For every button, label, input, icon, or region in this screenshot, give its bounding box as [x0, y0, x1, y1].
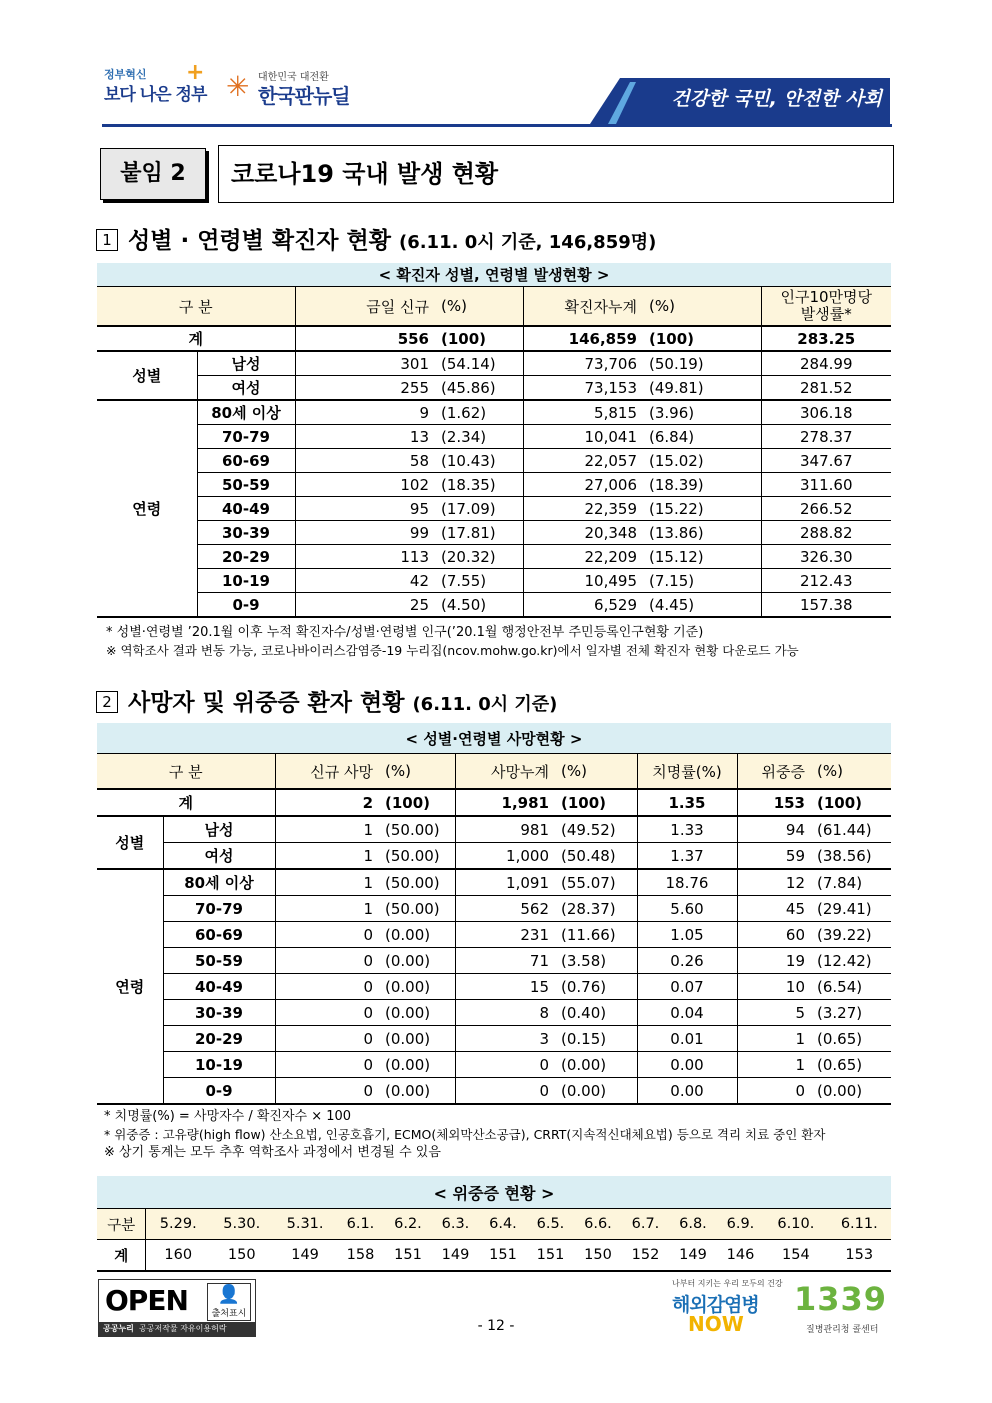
col-cum-pct: (%) — [643, 287, 761, 327]
table-row: 성별 남성 1 (50.00) 981 (49.52) 1.33 94 (61.44) — [97, 816, 891, 843]
table1-caption: < 확진자 성별, 연령별 발생현황 > — [97, 263, 891, 287]
table-row: 10-19 42 (7.55) 10,495 (7.15) 212.43 — [97, 569, 891, 593]
col-category: 구 분 — [97, 754, 275, 790]
section1-subtitle: (6.11. 0시 기준, 146,859명) — [398, 232, 657, 253]
table-row: 70-79 1 (50.00) 562 (28.37) 5.60 45 (29.41) — [97, 896, 891, 922]
page-number: - 12 - — [477, 1318, 515, 1334]
table-row: 성별 남성 301 (54.14) 73,706 (50.19) 284.99 — [97, 351, 891, 376]
section2-number: 2 — [96, 691, 118, 713]
table-row: 70-79 13 (2.34) 10,041 (6.84) 278.37 — [97, 425, 891, 449]
table-row: 0-9 25 (4.50) 6,529 (4.45) 157.38 — [97, 593, 891, 618]
table-row: 연령 80세 이상 9 (1.62) 5,815 (3.96) 306.18 — [97, 400, 891, 425]
table-row: 여성 1 (50.00) 1,000 (50.48) 1.37 59 (38.56) — [97, 843, 891, 870]
table-row: 60-69 58 (10.43) 22,057 (15.02) 347.67 — [97, 449, 891, 473]
header-rule — [102, 124, 892, 127]
overseas-logo-now: NOW — [688, 1312, 744, 1336]
table-row: 40-49 0 (0.00) 15 (0.76) 0.07 10 (6.54) — [97, 974, 891, 1000]
col-cum-deaths: 사망누계 — [455, 754, 555, 790]
col-new-deaths-pct: (%) — [379, 754, 455, 790]
table-row: 20-29 113 (20.32) 22,209 (15.12) 326.30 — [97, 545, 891, 569]
table2-caption: < 성별·연령별 사망현황 > — [97, 723, 891, 754]
deaths-table — [97, 723, 891, 1105]
age-label: 연령 — [97, 869, 163, 1104]
col-fatality: 치명률(%) — [637, 754, 737, 790]
col-category: 구 분 — [97, 287, 295, 327]
col-severe-pct: (%) — [811, 754, 891, 790]
values-row: 계 160 150 149 158 151 149 151 151 150 152 149 146 154 153 — [97, 1240, 891, 1272]
table-row: 60-69 0 (0.00) 231 (11.66) 1.05 60 (39.22) — [97, 922, 891, 948]
col-severe: 위중증 — [737, 754, 811, 790]
severe-trend-table — [97, 1176, 891, 1272]
table-row: 40-49 95 (17.09) 22,359 (15.22) 266.52 — [97, 497, 891, 521]
section2-notes: * 치명률(%) = 사망자수 / 확진자수 × 100 * 위중증 : 고유량(high flow) 산소요법, 인공호흡기, ECMO(체외막산소공급), CRRT(지속적신대체요법) 등으로 격리 치료 중인 환자 ※ 상기 통계는 모두 추후 역학조사 과정에서 변경될 수 있음 — [104, 1109, 826, 1160]
col-new-deaths: 신규 사망 — [275, 754, 379, 790]
table-row-total: 계 556 (100) 146,859 (100) 283.25 — [97, 326, 891, 351]
gender-label: 성별 — [97, 351, 197, 400]
newdeal-small: 대한민국 대전환 — [258, 72, 329, 83]
slogan-text: 건강한 국민, 안전한 사회 — [671, 88, 882, 110]
col-cum: 확진자누계 — [523, 287, 643, 327]
table-row: 연령 80세 이상 1 (50.00) 1,091 (55.07) 18.76 12 (7.84) — [97, 869, 891, 896]
table-row: 10-19 0 (0.00) 0 (0.00) 0.00 1 (0.65) — [97, 1052, 891, 1078]
overseas-logo-main: 해외감염병 — [672, 1294, 759, 1316]
section1-notes: * 성별·연령별 ’20.1월 이후 누적 확진자수/성별·연령별 인구(’20.1월 행정안전부 주민등록인구현황 기준) ※ 역학조사 결과 변동 가능, 코로나바이러스감염증-19 누리집(ncov.mohw.go.kr)에서 일자별 전체 확진자 현황 다운로드 가능 — [106, 625, 799, 658]
table-row-total: 계 2 (100) 1,981 (100) 1.35 153 (100) — [97, 789, 891, 816]
table-row: 0-9 0 (0.00) 0 (0.00) 0.00 0 (0.00) — [97, 1078, 891, 1105]
section1-heading — [96, 222, 656, 255]
attribution-icon: 👤 출처표시 — [207, 1283, 251, 1321]
page-title: 코로나19 국내 발생 현황 — [218, 145, 894, 203]
open-license-caption: 공공누리 공공저작물 자유이용허락 — [99, 1322, 255, 1336]
newdeal-star-icon: ✳ — [226, 70, 250, 103]
newdeal-logo: 한국판뉴딜 — [258, 84, 350, 108]
table3-caption: < 위중증 현황 > — [97, 1176, 891, 1209]
overseas-logo-small: 나부터 지키는 우리 모두의 건강 — [672, 1279, 783, 1288]
callcenter-logo-sub: 질병관리청 콜센터 — [806, 1325, 879, 1335]
col-rate: 인구10만명당 발생률* — [761, 287, 891, 327]
plus-icon: + — [186, 60, 205, 85]
section2-subtitle: (6.11. 0시 기준) — [412, 694, 558, 715]
gender-label: 성별 — [97, 816, 163, 869]
age-label: 연령 — [97, 400, 197, 617]
dates-row: 구분 5.29. 5.30. 5.31. 6.1. 6.2. 6.3. 6.4. 6.5. 6.6. 6.7. 6.8. 6.9. 6.10. 6.11. — [97, 1209, 891, 1240]
table-row: 30-39 99 (17.81) 20,348 (13.86) 288.82 — [97, 521, 891, 545]
table-row: 50-59 102 (18.35) 27,006 (18.39) 311.60 — [97, 473, 891, 497]
col-new: 금일 신규 — [295, 287, 435, 327]
col-cum-deaths-pct: (%) — [555, 754, 637, 790]
section1-title: 성별 · 연령별 확진자 현황 — [128, 228, 391, 254]
col-new-pct: (%) — [435, 287, 523, 327]
table-row: 여성 255 (45.86) 73,153 (49.81) 281.52 — [97, 376, 891, 401]
open-license-logo — [98, 1279, 256, 1337]
attachment-tag: 붙임 2 — [100, 148, 206, 200]
govt-innovation-small: 정부혁신 — [104, 68, 147, 81]
govt-innovation-logo: 보다 나은 정부 — [104, 85, 207, 105]
table-row: 30-39 0 (0.00) 8 (0.40) 0.04 5 (3.27) — [97, 1000, 891, 1026]
section2-title: 사망자 및 위중증 환자 현황 — [128, 690, 405, 716]
confirmed-table — [97, 263, 891, 618]
section1-number: 1 — [96, 229, 118, 251]
open-logo-text: OPEN — [105, 1284, 188, 1317]
table-row: 50-59 0 (0.00) 71 (3.58) 0.26 19 (12.42) — [97, 948, 891, 974]
callcenter-logo: 1339 — [794, 1280, 888, 1318]
section2-heading — [96, 684, 557, 717]
table-row: 20-29 0 (0.00) 3 (0.15) 0.01 1 (0.65) — [97, 1026, 891, 1052]
